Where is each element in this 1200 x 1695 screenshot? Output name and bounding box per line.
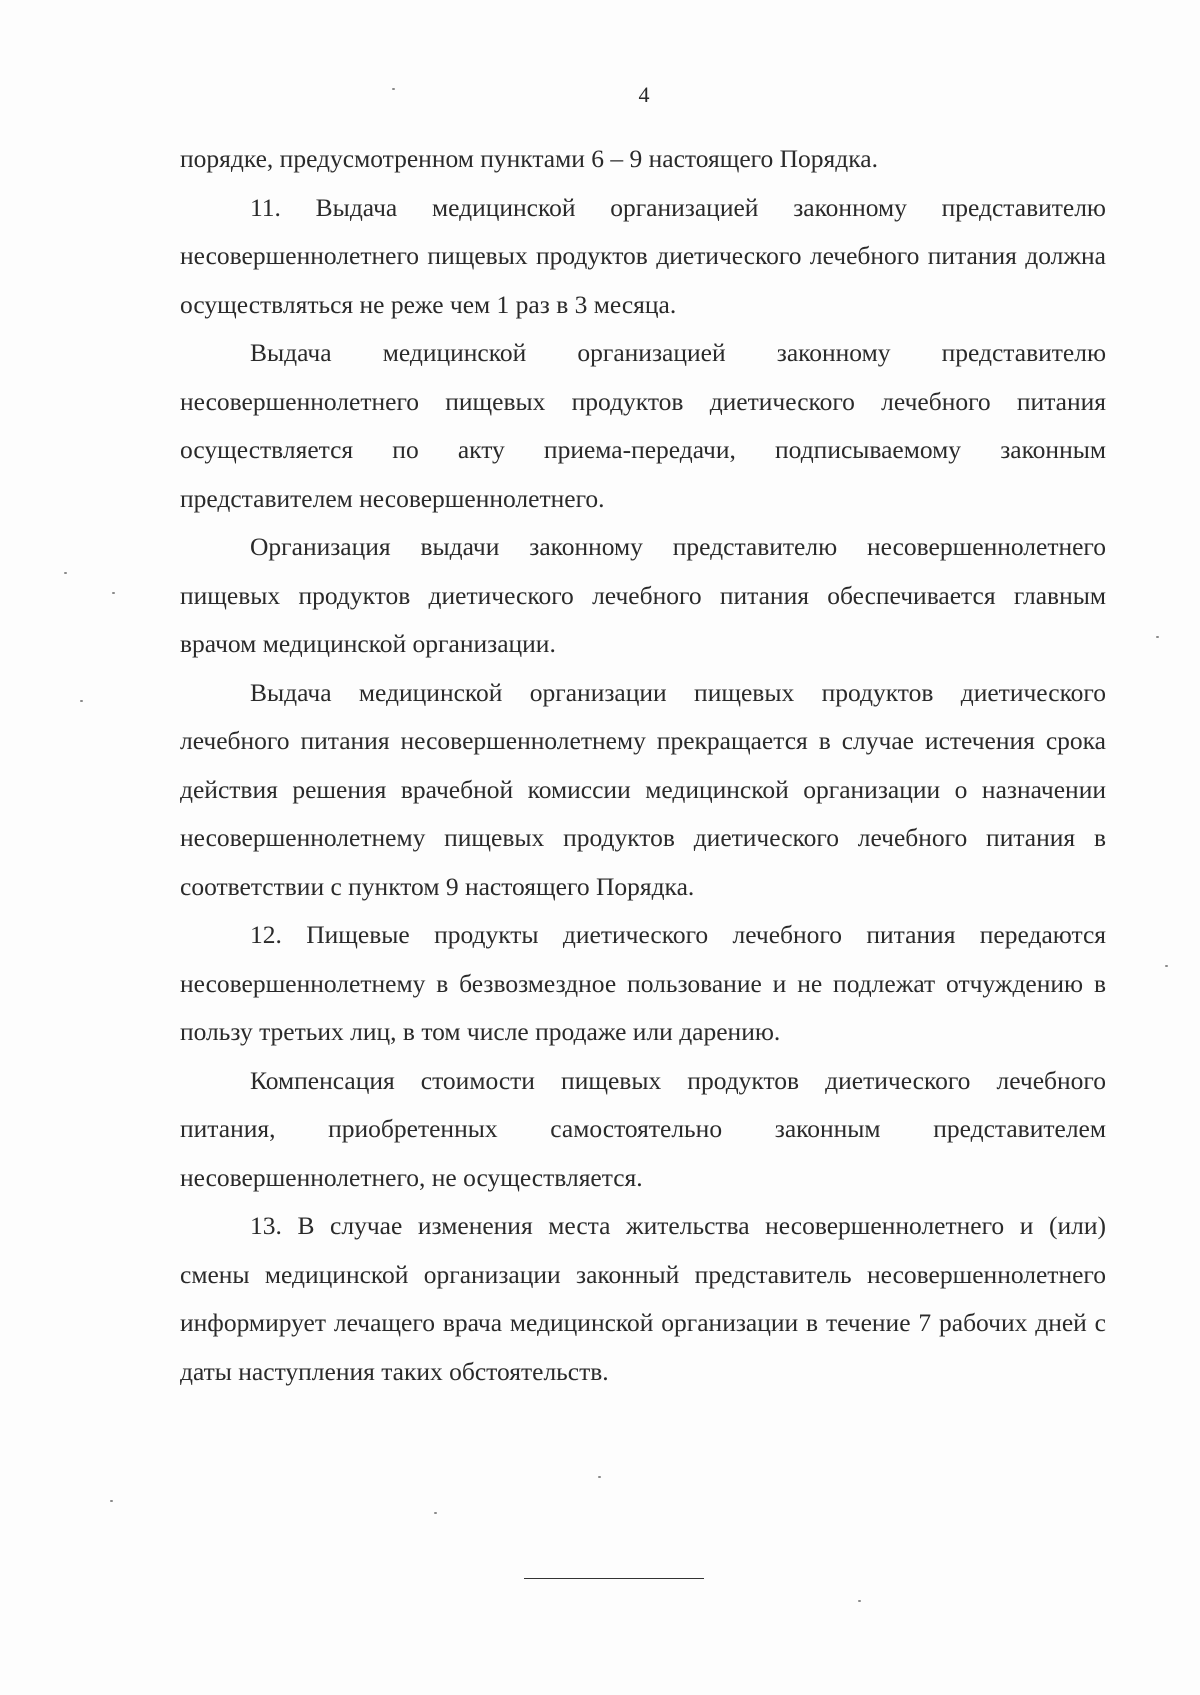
- scan-speck: [434, 1512, 437, 1514]
- scan-speck: [80, 700, 83, 702]
- page-number: 4: [638, 82, 650, 107]
- scan-speck: [112, 592, 115, 594]
- paragraph-compensation: Компенсация стоимости пищевых продуктов диетического лечебного питания, приобретенных самостоятельно законным представителем несовершеннолетнего, не осуществляется.: [180, 1065, 1106, 1192]
- paragraph-item-13: 13. В случае изменения места жительства несовершеннолетнего и (или) смены медицинской организации законный представитель несовершеннолетнего информирует лечащего врача медицинской организации в течение 7 рабочих дней с даты наступления таких обстоятельств.: [180, 1211, 1106, 1386]
- paragraph-termination-of-issue: Выдача медицинской организации пищевых продуктов диетического лечебного питания несовершеннолетнему прекращается в случае истечения срока действия решения врачебной комиссии медицинской организации о назначении несовершеннолетнему пищевых продуктов диетического лечебного питания в соответствии с пунктом 9 настоящего Порядка.: [180, 677, 1106, 901]
- end-divider-line: [524, 1578, 704, 1579]
- paragraph-issue-act: Выдача медицинской организацией законному представителю несовершеннолетнего пищевых продуктов диетического лечебного питания осуществляется по акту приема-передачи, подписываемому законным представителем несовершеннолетнего.: [180, 338, 1106, 513]
- document-body: [180, 135, 1106, 1396]
- scan-speck: [858, 1600, 861, 1602]
- scan-speck: [64, 572, 67, 574]
- scan-speck: [110, 1500, 113, 1502]
- scan-speck: [1165, 965, 1168, 967]
- paragraph-continuation: порядке, предусмотренном пунктами 6 – 9 настоящего Порядка.: [180, 144, 878, 173]
- scan-speck: [598, 1476, 601, 1478]
- paragraph-organization-of-issue: Организация выдачи законному представителю несовершеннолетнего пищевых продуктов диетического лечебного питания обеспечивается главным врачом медицинской организации.: [180, 532, 1106, 658]
- scan-speck: [392, 88, 395, 90]
- paragraph-item-11: 11. Выдача медицинской организацией законному представителю несовершеннолетнего пищевых продуктов диетического лечебного питания должна осуществляться не реже чем 1 раз в 3 месяца.: [180, 192, 1106, 319]
- paragraph-item-12: 12. Пищевые продукты диетического лечебного питания передаются несовершеннолетнему в безвозмездное пользование и не подлежат отчуждению в пользу третьих лиц, в том числе продаже или дарению.: [180, 920, 1106, 1046]
- scan-speck: [1156, 636, 1159, 638]
